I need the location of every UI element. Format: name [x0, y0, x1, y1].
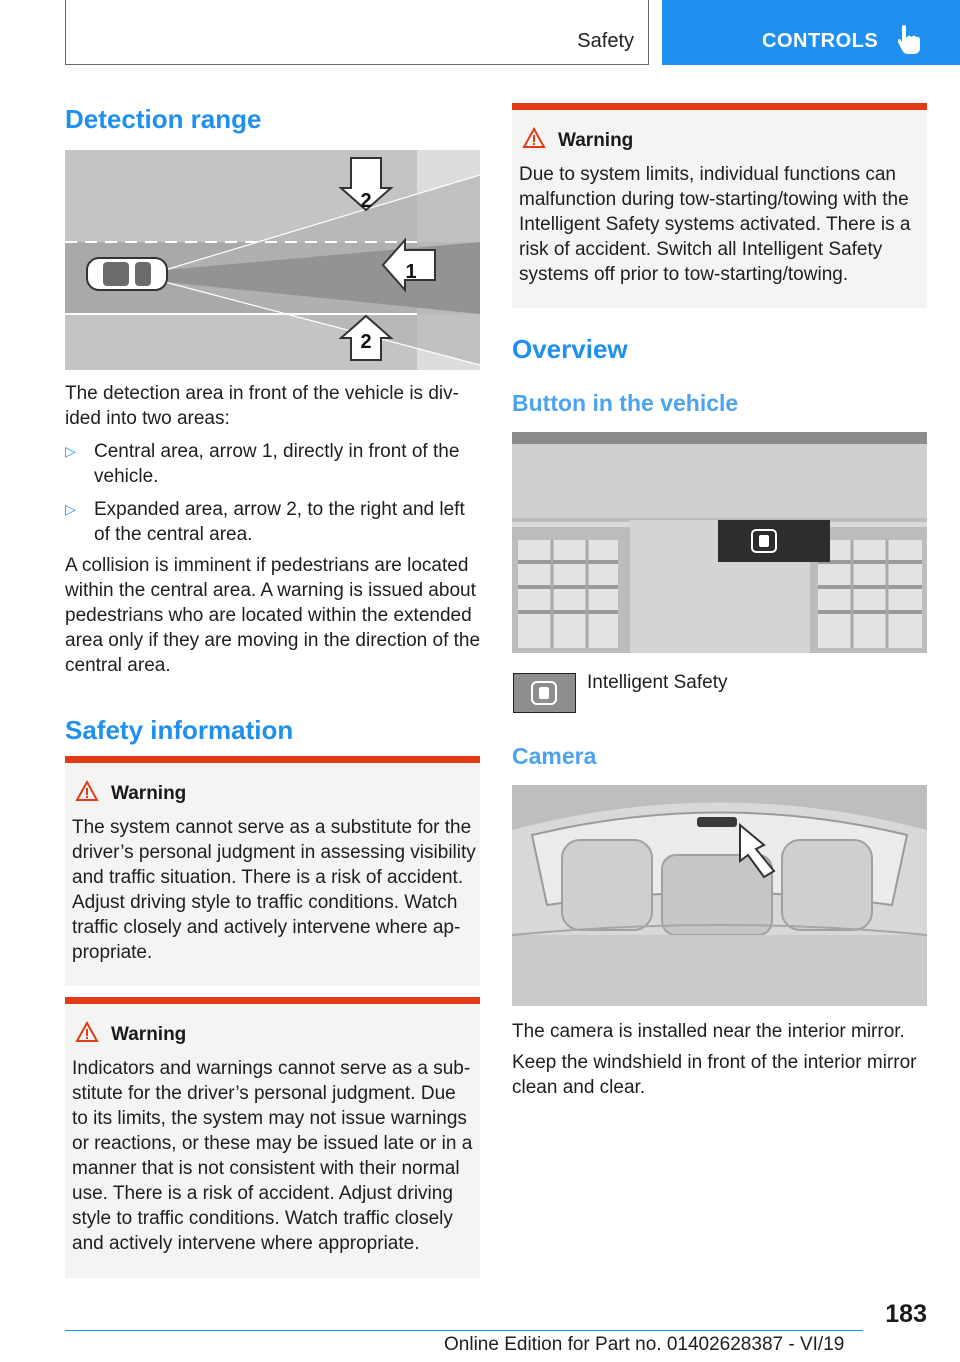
- footer-divider: [65, 1330, 863, 1331]
- warning-box-2: [65, 997, 480, 1278]
- warning-title: Warning: [558, 130, 634, 151]
- button-in-vehicle-heading: Button in the vehicle: [512, 390, 739, 416]
- safety-information-heading: Safety information: [65, 715, 294, 745]
- warning-text: Indicators and warnings cannot serve as a sub- stitute for the driver’s personal judgment. Due to its limits, the system may not issue warnings or reactions, or these may be issued late or in a manner that is not consistent with their normal use. There is a risk of accident. Adjust driving style to traffic conditions. Watch traffic closely and actively intervene where appropriate.: [72, 1058, 473, 1254]
- warning-title: Warning: [111, 783, 187, 804]
- detection-range-heading: Detection range: [65, 104, 262, 134]
- bullet-expanded-area: ▷ Expanded area, arrow 2, to the right and left of the central area.: [65, 499, 465, 545]
- warning-box-3: [512, 103, 927, 308]
- intelligent-safety-button-icon: [513, 673, 576, 713]
- button-location-figure: [512, 432, 927, 653]
- collision-paragraph: A collision is imminent if pedestrians are located within the central area. A warning is issued about pedestrians who are located within the extended area only if they are moving in the direction of the central area.: [65, 555, 481, 676]
- detection-intro: The detection area in front of the vehicle is div- ided into two areas:: [65, 383, 459, 429]
- camera-paragraph-1: The camera is installed near the interior mirror.: [512, 1021, 905, 1042]
- page-number: 183: [885, 1300, 927, 1328]
- warning-text: The system cannot serve as a substitute for the driver’s personal judgment in assessing visibility and traffic situation. There is a risk of accident. Adjust driving style to traffic conditions. Watch traffic closely and actively intervene where ap- propriate.: [72, 817, 476, 963]
- detection-range-figure: [65, 150, 480, 370]
- warning-box-1: [65, 756, 480, 986]
- camera-location-figure: [512, 785, 927, 1006]
- vehicle-icon: [87, 258, 167, 290]
- figure-label-center: 1: [405, 261, 417, 283]
- interior-mirror-camera: [697, 817, 737, 827]
- pointing-hand-icon: [896, 24, 922, 56]
- overview-heading: Overview: [512, 334, 628, 364]
- bullet-central-area: ▷ Central area, arrow 1, directly in front of the vehicle.: [65, 441, 460, 487]
- warning-title: Warning: [111, 1024, 187, 1045]
- bullet-marker: ▷: [65, 443, 76, 459]
- intelligent-safety-button: [718, 520, 830, 562]
- footer-edition: Online Edition for Part no. 01402628387 - VI/19: [444, 1334, 845, 1355]
- figure-label-top: 2: [360, 190, 372, 212]
- section-title: Safety: [577, 30, 634, 52]
- bullet-marker: ▷: [65, 501, 76, 517]
- rear-seats: [562, 840, 872, 935]
- camera-heading: Camera: [512, 743, 597, 769]
- warning-triangle-icon: [75, 1021, 99, 1043]
- warning-text: Due to system limits, individual functions can malfunction during tow-starting/towing with the Intelligent Safety systems activated. There is a risk of accident. Switch all Intelligent Safety systems off prior to tow-starting/towing.: [519, 164, 911, 285]
- header-section-box: [65, 0, 649, 65]
- controls-tab[interactable]: [662, 0, 960, 65]
- left-air-vent: [512, 527, 630, 653]
- camera-paragraph-2: Keep the windshield in front of the interior mirror clean and clear.: [512, 1052, 917, 1098]
- figure-label-bottom: 2: [360, 331, 372, 353]
- warning-triangle-icon: [75, 780, 99, 802]
- controls-tab-label: CONTROLS: [762, 30, 879, 52]
- warning-triangle-icon: [522, 127, 546, 149]
- intelligent-safety-label: Intelligent Safety: [587, 672, 728, 693]
